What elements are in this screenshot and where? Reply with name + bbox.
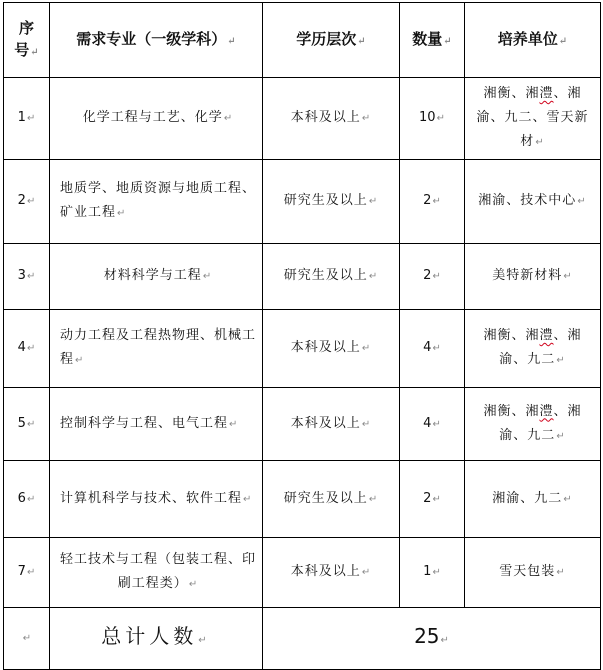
- cell-serial-number: 7↵: [4, 538, 50, 608]
- cell-quantity: 2↵: [400, 244, 465, 310]
- table-row: [4, 310, 601, 388]
- spellcheck-underline: 澧: [539, 86, 554, 101]
- header-education: 学历层次↵: [263, 3, 400, 78]
- table-row: [4, 244, 601, 310]
- total-value: 25↵: [263, 608, 601, 670]
- total-label: 总计人数↵: [50, 608, 263, 670]
- cell-serial-number: 4↵: [4, 310, 50, 388]
- cell-serial-number: 6↵: [4, 461, 50, 538]
- cell-unit: 美特新材料↵: [465, 244, 601, 310]
- cell-education: 本科及以上↵: [263, 310, 400, 388]
- cell-education: 研究生及以上↵: [263, 160, 400, 244]
- cell-serial-number: 3↵: [4, 244, 50, 310]
- cell-major: 计算机科学与技术、软件工程↵: [50, 461, 263, 538]
- table-row: [4, 160, 601, 244]
- cell-unit: 湘衡、湘澧、湘渝、九二↵: [465, 388, 601, 461]
- header-serial-number: 序 号↵: [4, 3, 50, 78]
- cell-unit: 湘渝、九二↵: [465, 461, 601, 538]
- header-unit: 培养单位↵: [465, 3, 601, 78]
- header-row: [4, 3, 601, 78]
- cell-unit: 湘衡、湘澧、湘渝、九二↵: [465, 310, 601, 388]
- table-row: [4, 388, 601, 461]
- cell-education: 本科及以上↵: [263, 388, 400, 461]
- cell-major: 控制科学与工程、电气工程↵: [50, 388, 263, 461]
- cell-major: 轻工技术与工程（包装工程、印刷工程类）↵: [50, 538, 263, 608]
- cell-major: 地质学、地质资源与地质工程、矿业工程↵: [50, 160, 263, 244]
- cell-unit: 雪天包装↵: [465, 538, 601, 608]
- spellcheck-underline: 澧: [539, 328, 554, 343]
- cell-major: 化学工程与工艺、化学↵: [50, 78, 263, 160]
- table-row: [4, 78, 601, 160]
- recruitment-table: [3, 2, 601, 670]
- table-body: [4, 3, 601, 670]
- spellcheck-underline: 澧: [539, 403, 554, 419]
- cell-unit: 湘衡、湘澧、湘渝、九二、雪天新材↵: [465, 78, 601, 160]
- cell-unit: 湘渝、技术中心↵: [465, 160, 601, 244]
- cell-quantity: 2↵: [400, 160, 465, 244]
- cell-major: 动力工程及工程热物理、机械工程↵: [50, 310, 263, 388]
- cell-education: 本科及以上↵: [263, 538, 400, 608]
- cell-quantity: 2↵: [400, 461, 465, 538]
- cell-quantity: 10↵: [400, 78, 465, 160]
- cell-serial-number: 1↵: [4, 78, 50, 160]
- cell-major: 材料科学与工程↵: [50, 244, 263, 310]
- header-quantity: 数量↵: [400, 3, 465, 78]
- table-row: [4, 461, 601, 538]
- header-major: 需求专业（一级学科）↵: [50, 3, 263, 78]
- cell-serial-number: 5↵: [4, 388, 50, 461]
- cell-quantity: 1↵: [400, 538, 465, 608]
- cell-quantity: 4↵: [400, 310, 465, 388]
- cell-education: 研究生及以上↵: [263, 244, 400, 310]
- total-row: [4, 608, 601, 670]
- cell-serial-number: 2↵: [4, 160, 50, 244]
- table-row: [4, 538, 601, 608]
- cell-education: 研究生及以上↵: [263, 461, 400, 538]
- cell-quantity: 4↵: [400, 388, 465, 461]
- text-cursor: [600, 310, 601, 328]
- cell-total-blank: ↵: [4, 608, 50, 670]
- cell-education: 本科及以上↵: [263, 78, 400, 160]
